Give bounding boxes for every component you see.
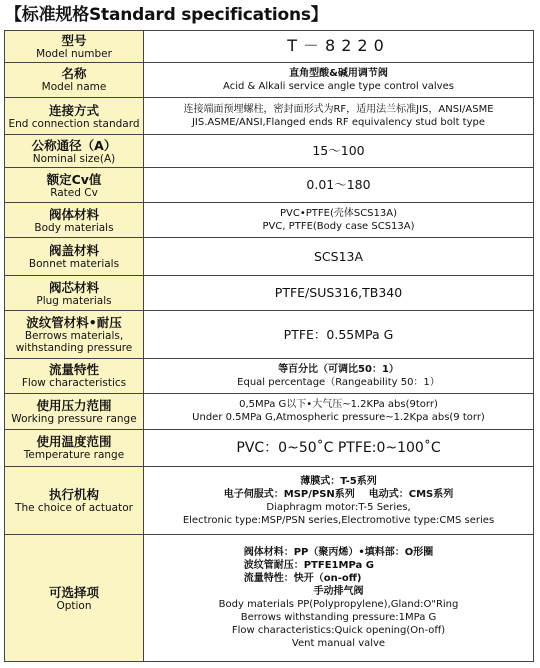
row-value xyxy=(144,62,534,97)
label-en: Model number xyxy=(36,47,112,60)
value-line: 薄膜式：T-5系列 xyxy=(300,475,377,487)
value-line: Body materials PP(Polypropylene),Gland:O"Ring xyxy=(218,599,459,611)
table-row xyxy=(5,276,534,311)
value-line: JIS.ASME/ANSI,Flanged ends RF equivalency stud bolt type xyxy=(191,117,486,129)
label-en: Working pressure range xyxy=(11,412,137,425)
table-row xyxy=(5,203,534,238)
value-line: Electronic type:MSP/PSN series,Electromotive type:CMS series xyxy=(182,514,495,526)
label-zh: 使用压力范围 xyxy=(36,397,112,413)
row-value xyxy=(144,467,534,535)
row-value xyxy=(144,135,534,168)
value-line: Equal percentage（Rangeability 50：1） xyxy=(237,376,440,388)
label-zh: 波纹管材料•耐压 xyxy=(26,315,122,331)
row-label xyxy=(5,393,144,429)
value-line: 电子伺服式：MSP/PSN系列 电动式：CMS系列 xyxy=(223,488,454,500)
page-title: 【标准规格Standard specifications】 xyxy=(5,5,328,25)
value-line: 0.01～180 xyxy=(306,177,371,193)
table-row xyxy=(5,31,534,63)
value-line: 阀体材料：PP（聚丙烯）•填料部：O形圈 xyxy=(243,547,434,559)
row-value xyxy=(144,358,534,393)
label-zh: 流量特性 xyxy=(48,362,99,378)
row-value xyxy=(144,31,534,63)
value-line: SCS13A xyxy=(313,248,364,264)
label-en: Flow characteristics xyxy=(21,377,127,390)
table-row xyxy=(5,135,534,168)
value-line: 0,5MPa G以下•大气压~1.2KPa abs(9torr) xyxy=(239,399,438,411)
value-line: Diaphragm motor:T-5 Series, xyxy=(266,501,411,513)
value-line: Acid & Alkali service angle type control valves xyxy=(223,80,454,92)
label-zh: 使用温度范围 xyxy=(36,434,112,450)
value-line: 手动排气阀 xyxy=(313,586,364,598)
row-value xyxy=(144,98,534,135)
table-row xyxy=(5,62,534,97)
label-zh: 执行机构 xyxy=(48,487,99,503)
label-zh: 型号 xyxy=(61,32,87,48)
label-en: Temperature range xyxy=(23,449,125,462)
model-number-value: T－8220 xyxy=(287,36,390,56)
row-label xyxy=(5,31,144,63)
row-value xyxy=(144,429,534,466)
row-label xyxy=(5,276,144,311)
value-line: 15～100 xyxy=(312,143,365,159)
label-zh: 阀芯材料 xyxy=(48,279,99,295)
label-en: Berrows materials, withstanding pressure xyxy=(15,330,133,355)
label-en: Bonnet materials xyxy=(28,258,120,271)
row-label xyxy=(5,429,144,466)
row-value xyxy=(144,535,534,662)
label-en: Plug materials xyxy=(36,294,112,307)
value-line: 流量特性：快开（on-off) xyxy=(243,573,362,585)
row-label xyxy=(5,135,144,168)
label-en: Nominal size(A) xyxy=(32,152,116,165)
label-en: Option xyxy=(56,599,92,612)
row-value xyxy=(144,203,534,238)
label-zh: 额定Cv值 xyxy=(46,171,102,187)
label-en: End connection standard xyxy=(8,117,140,130)
table-row xyxy=(5,393,534,429)
label-zh: 可选择项 xyxy=(48,584,99,600)
label-zh: 名称 xyxy=(61,66,87,82)
value-line: 连接端面预埋螺柱，密封面形式为RF，适用法兰标准JIS，ANSI/ASME xyxy=(183,104,494,116)
row-value xyxy=(144,276,534,311)
row-label xyxy=(5,98,144,135)
label-zh: 公称通径（A） xyxy=(31,137,117,153)
table-row xyxy=(5,535,534,662)
row-label xyxy=(5,467,144,535)
label-en: Model name xyxy=(41,81,107,94)
label-zh: 连接方式 xyxy=(48,102,99,118)
option-lines xyxy=(244,546,434,598)
label-en: Body materials xyxy=(34,221,114,234)
value-line: 直角型酸&碱用调节阀 xyxy=(289,67,388,79)
row-label xyxy=(5,238,144,276)
row-value xyxy=(144,168,534,203)
label-en: Rated Cv xyxy=(50,186,98,199)
spec-table xyxy=(4,30,534,662)
row-label xyxy=(5,168,144,203)
row-value xyxy=(144,311,534,358)
row-label xyxy=(5,535,144,662)
row-label xyxy=(5,358,144,393)
table-row xyxy=(5,358,534,393)
value-line: 波纹管耐压：PTFE1MPa G xyxy=(243,560,374,572)
table-row xyxy=(5,168,534,203)
value-line: PTFE：0.55MPa G xyxy=(283,326,394,342)
label-zh: 阀体材料 xyxy=(48,206,99,222)
label-zh: 阀盖材料 xyxy=(48,243,99,259)
value-line: 等百分比（可调比50：1） xyxy=(278,363,399,375)
row-label xyxy=(5,311,144,358)
value-line: Flow characteristics:Quick opening(On-off) xyxy=(231,625,446,637)
table-row xyxy=(5,238,534,276)
table-row xyxy=(5,98,534,135)
value-line: PVC, PTFE(Body case SCS13A) xyxy=(262,221,415,233)
label-en: The choice of actuator xyxy=(15,502,133,515)
table-row xyxy=(5,467,534,535)
value-line: PVC：0~50˚C PTFE:0~100˚C xyxy=(236,439,441,456)
row-value xyxy=(144,238,534,276)
table-row xyxy=(5,429,534,466)
value-line: PTFE/SUS316,TB340 xyxy=(274,285,403,301)
value-line: Vent manual valve xyxy=(291,638,386,650)
value-line: Berrows withstanding pressure:1MPa G xyxy=(240,612,437,624)
row-label xyxy=(5,203,144,238)
value-line: Under 0.5MPa G,Atmospheric pressure~1.2Kpa abs(9 torr) xyxy=(192,412,485,424)
table-row xyxy=(5,311,534,358)
row-value xyxy=(144,393,534,429)
row-label xyxy=(5,62,144,97)
value-line: PVC•PTFE(壳体SCS13A) xyxy=(279,208,397,220)
